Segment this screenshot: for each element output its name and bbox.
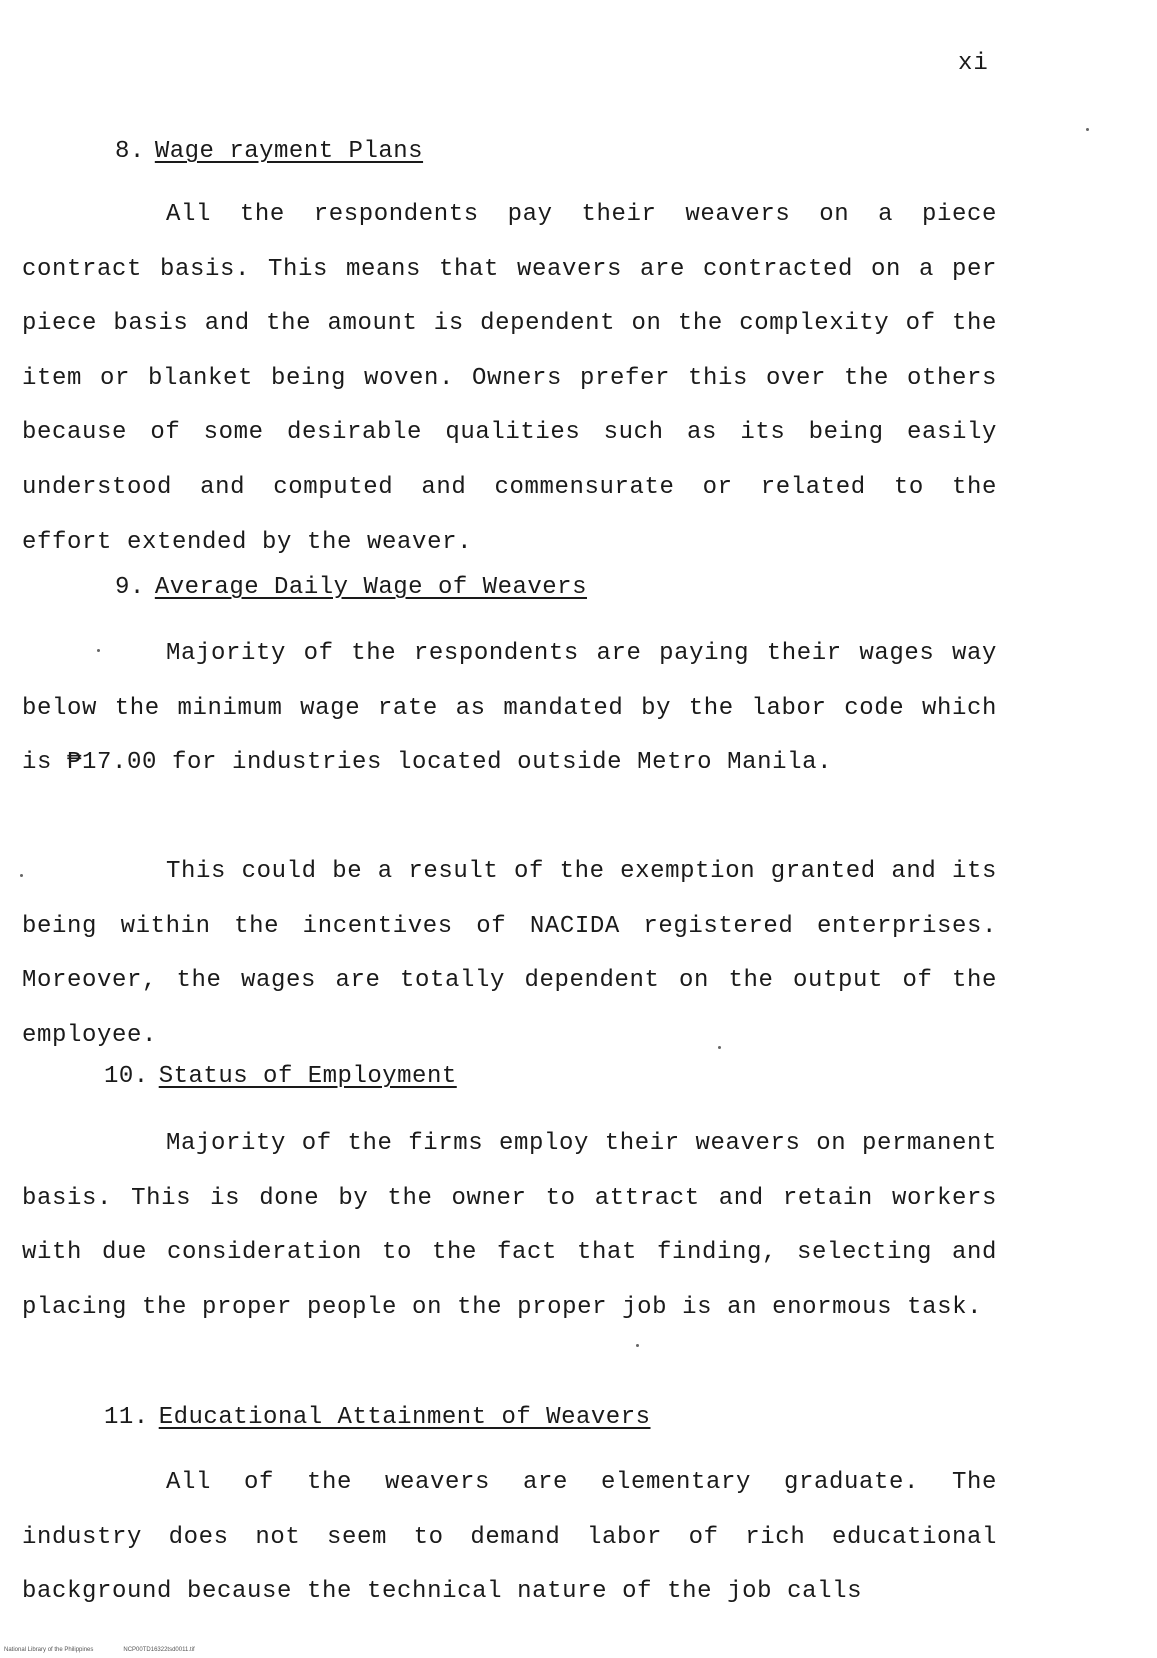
- section-heading-8: [115, 138, 423, 165]
- paragraph-employment-status: Majority of the firms employ their weavers on permanent basis. This is done by the owner to attract and retain workers with due consideration to the fact that finding, selecting and placing the proper people on the proper job is an enormous task.: [22, 1130, 997, 1321]
- scan-speck: [718, 1046, 721, 1049]
- section-heading-10: [104, 1063, 457, 1090]
- paragraph-daily-wage: Majority of the respondents are paying their wages way below the minimum wage rate as mandated by the labor code which is ₱17.00 for industries located outside Metro Manila.: [22, 640, 997, 777]
- section-title: Average Daily Wage of Weavers: [154, 574, 587, 601]
- scan-footer: [4, 1647, 225, 1653]
- paragraph-wage-payment: All the respondents pay their weavers on a piece contract basis. This means that weavers are contracted on a per piece basis and the amount is dependent on the complexity of the item or blanket being woven. Owners prefer this over the others because of some desirable qualities such as its being easily understood and computed and commensurate or related to the effort extended by the weaver.: [22, 201, 997, 556]
- footer-file-id: NCP00TD16322tsd0011.tif: [123, 1647, 195, 1653]
- section-title: Educational Attainment of Weavers: [158, 1404, 651, 1431]
- paragraph-education: All of the weavers are elementary graduate. The industry does not seem to demand labor of rich educational background because the technical nature of the job calls: [22, 1469, 997, 1606]
- section-title: Wage rayment Plans: [154, 138, 424, 165]
- scan-speck: [636, 1344, 639, 1347]
- page-number: xi: [958, 50, 989, 77]
- section-number: 10.: [104, 1063, 149, 1090]
- section-number: 8.: [115, 138, 145, 165]
- section-heading-11: [104, 1404, 651, 1431]
- scan-speck: [1086, 128, 1089, 131]
- section-number: 9.: [115, 574, 145, 601]
- section-heading-9: [115, 574, 587, 601]
- section-number: 11.: [104, 1404, 149, 1431]
- footer-library: National Library of the Philippines: [4, 1647, 94, 1653]
- scan-speck: [20, 874, 23, 877]
- scan-speck: [97, 649, 100, 652]
- section-title: Status of Employment: [158, 1063, 457, 1090]
- paragraph-exemption: This could be a result of the exemption granted and its being within the incentives of NACIDA registered enterprises. Moreover, the wages are totally dependent on the output of the employee.: [22, 858, 997, 1049]
